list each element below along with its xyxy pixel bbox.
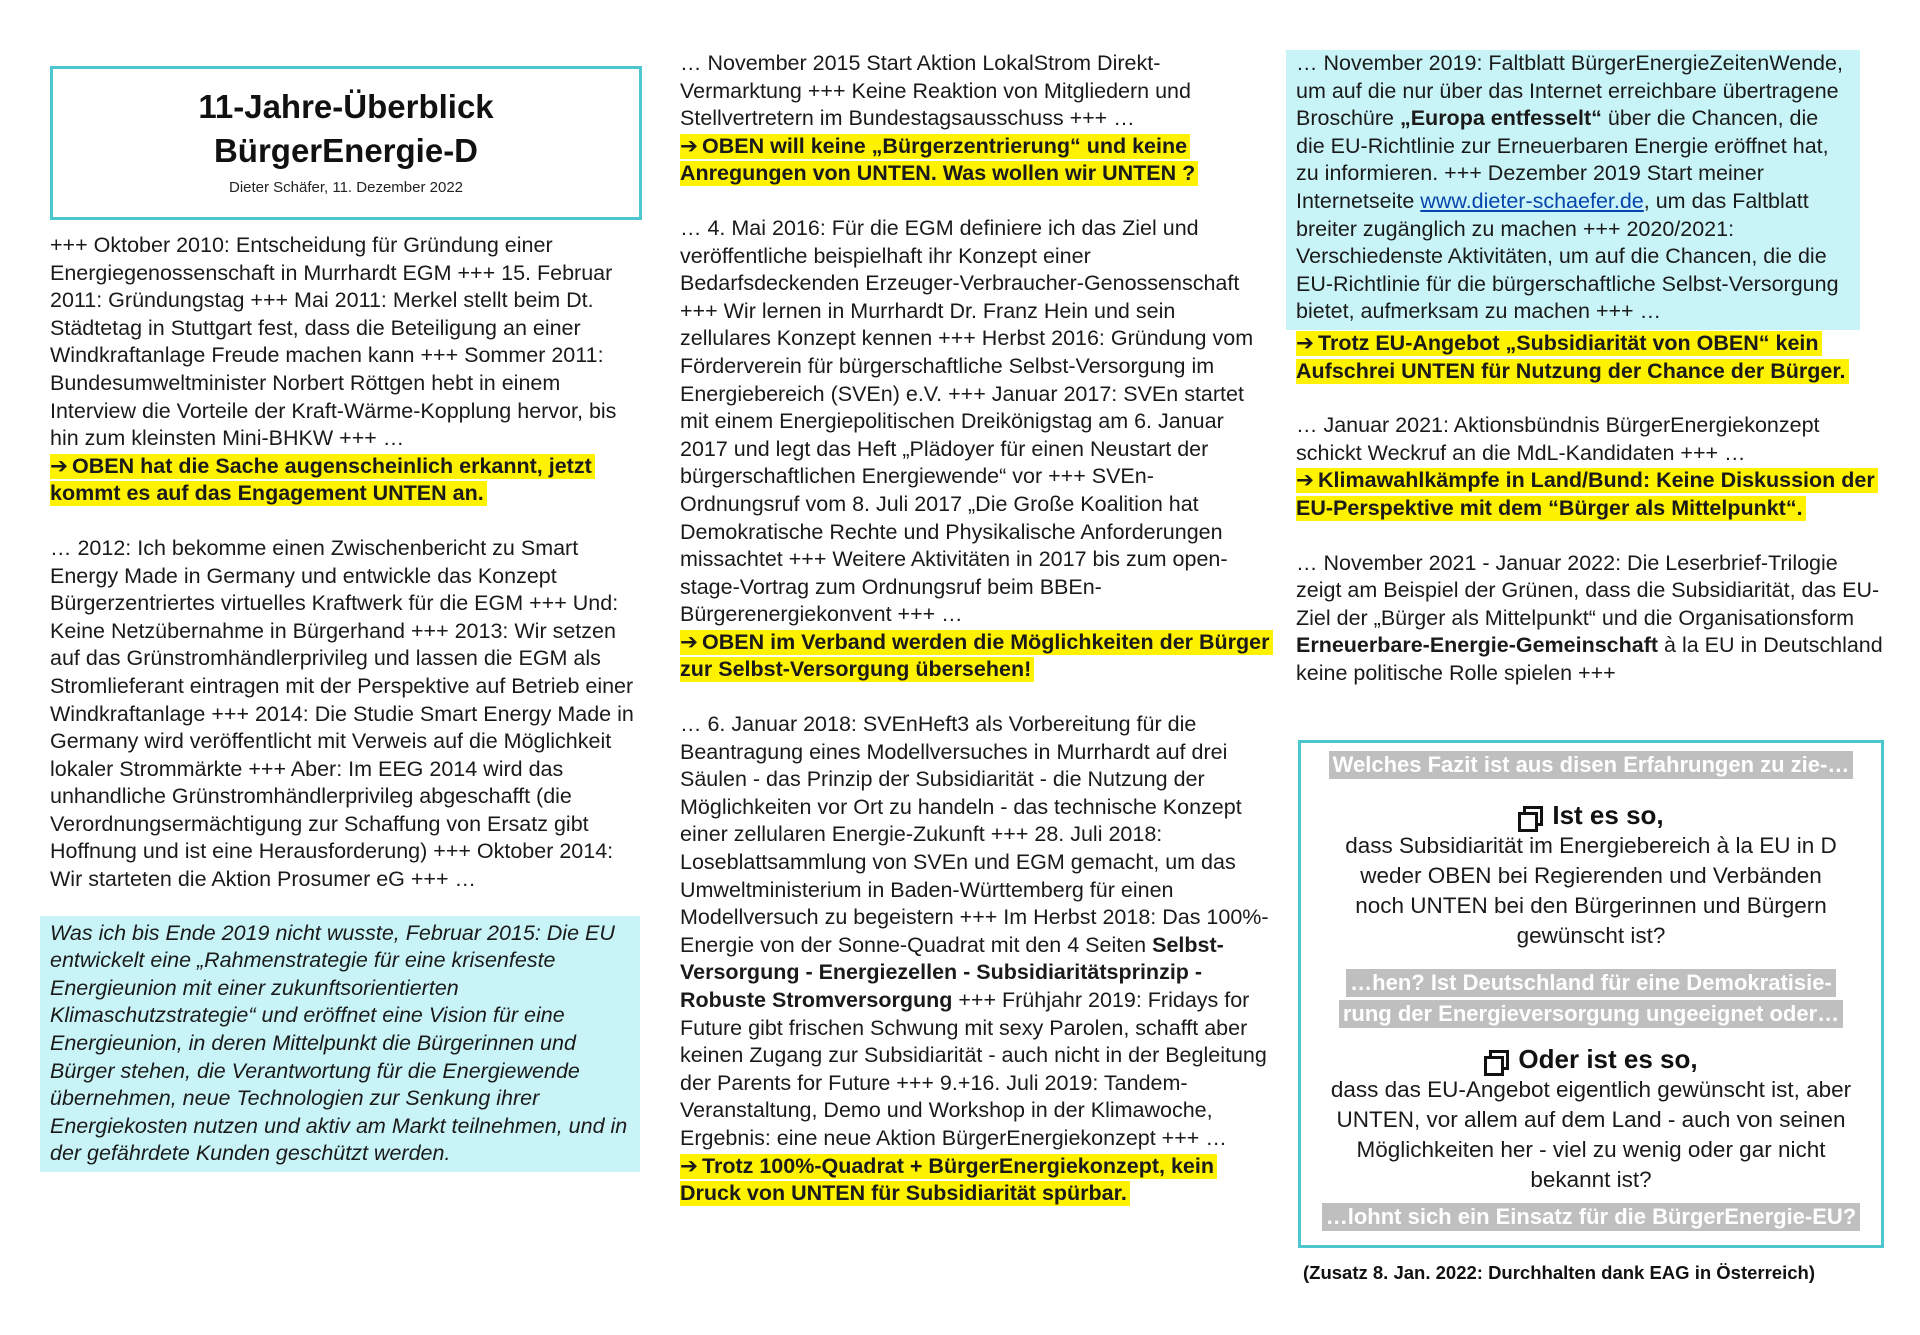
title-box bbox=[50, 66, 642, 220]
arrow-icon: ➔ bbox=[680, 1153, 699, 1178]
question-1-text: dass Subsidiarität im Energiebereich à la EU in D weder OBEN bei Regierenden und Verbänden noch UNTEN bei den Bürgerinnen und Bürgern gewünscht ist? bbox=[1345, 833, 1837, 948]
col1-paragraph-2: … 2012: Ich bekomme einen Zwischenbericht zu Smart Energy Made in Germany und entwickle das Konzept Bürgerzentriertes virtuelles Kraftwerk für die EGM +++ Und: Keine Netzübernahme in Bürgerhand +++ 2013: Wir setzen auf das Grünstromhändlerprivileg und lassen die EGM als Stromlieferant eintragen mit der Perspektive auf Betrieb einer Windkraftanlage +++ 2014: Die Studie Smart Energy Made in Germany wird veröffentlicht mit Verweis auf die Möglichkeit lokaler Strommärkte +++ Aber: Im EEG 2014 wird das unhandliche Grünstromhändlerprivileg abgeschafft (die Verordnungsermächtigung zur Schaffung von Ersatz gibt Hoffnung und ist eine Herausforderung) +++ Oktober 2014: Wir starteten die Aktion Prosumer eG +++ … bbox=[50, 535, 634, 892]
fazit-middle-bar: …hen? Ist Deutschland für eine Demokratisie- rung der Energieversorgung ungeeignet oder… bbox=[1301, 969, 1881, 1031]
col1-paragraph-1: +++ Oktober 2010: Entscheidung für Gründung einer Energiegenossenschaft in Murrhardt EGM +++ 15. Februar 2011: Gründungstag +++ Mai 2011: Merkel stellt beim Dt. Städtetag in Stuttgart fest, dass die Beteiligung an einer Windkraftanlage Freude machen kann +++ Sommer 2011: Bundesumweltminister Norbert Röttgen hebt in einem Interview die Vorteile der Kraft-Wärme-Kopplung hervor, bis hin zum kleinsten Mini-BHKW +++ … bbox=[50, 233, 617, 451]
title-line-1: 11-Jahre-Überblick bbox=[198, 88, 494, 125]
col3-paragraph-2: … Januar 2021: Aktionsbündnis BürgerEnergiekonzept schickt Weckruf an die MdL-Kandidaten +++ … bbox=[1296, 413, 1820, 465]
column-1 bbox=[50, 232, 640, 1172]
arrow-icon: ➔ bbox=[680, 133, 699, 158]
col2-highlight-3: ➔ Trotz 100%-Quadrat + BürgerEnergiekonzept, kein Druck von UNTEN für Subsidiarität spürbar. bbox=[680, 1153, 1270, 1208]
arrow-icon: ➔ bbox=[50, 453, 69, 478]
question-2-text: dass das EU-Angebot eigentlich gewünscht ist, aber UNTEN, vor allem auf dem Land - auch von seinen Möglichkeiten her - viel zu wenig oder gar nicht bekannt ist? bbox=[1330, 1077, 1852, 1192]
copy-windows-icon bbox=[1518, 806, 1538, 826]
col1-italic-box: Was ich bis Ende 2019 nicht wusste, Februar 2015: Die EU entwickelt eine „Rahmenstrategie für eine krisenfeste Energieunion mit einer zukunftsorientierten Klimaschutzstrategie“ und eröffnet eine Vision für eine Energieunion, in deren Mittelpunkt die Bürgerinnen und Bürger stehen, die Verantwortung für die Energiewende übernehmen, neue Technologien zur Senkung ihrer Energiekosten nutzen und aktiv am Markt teilnehmen, und in der gefährdete Kunden geschützt werden. bbox=[40, 916, 640, 1172]
col3-highlight-1: ➔ Trotz EU-Angebot „Subsidiarität von OBEN“ kein Aufschrei UNTEN für Nutzung der Chance der Bürger. bbox=[1296, 330, 1886, 385]
col2-paragraph-2: … 4. Mai 2016: Für die EGM definiere ich das Ziel und veröffentliche beispielhaft ihr Konzept einer Bedarfsdeckenden Erzeuger-Verbraucher-Genossenschaft +++ Wir lernen in Murrhardt Dr. Franz Hein und sein zellulares Konzept kennen +++ Herbst 2016: Gründung vom Förderverein für bürgerschaftliche Selbst-Versorgung im Energiebereich (SVEn) e.V. +++ Januar 2017: SVEn startet mit einem Energiepolitischen Dreikönigstag am 6. Januar 2017 und legt das Heft „Plädoyer für einen Neustart der bürgerschaftlichen Energiewende“ vor +++ SVEn-Ordnungsruf vom 8. Juli 2017 „Die Große Koalition hat Demokratische Rechte und Physikalische Anforderungen missachtet +++ Weitere Aktivitäten in 2017 bis zum open-stage-Vortrag zum Ordnungsruf beim BBEn-Bürgerenergiekonvent +++ … bbox=[680, 215, 1254, 627]
col3-highlight-2: ➔ Klimawahlkämpfe in Land/Bund: Keine Diskussion der EU-Perspektive mit dem “Bürger als Mittelpunkt“. bbox=[1296, 467, 1886, 522]
copy-windows-icon bbox=[1484, 1050, 1504, 1070]
col1-highlight-1: ➔ OBEN hat die Sache augenscheinlich erkannt, jetzt kommt es auf das Engagement UNTEN an. bbox=[50, 453, 640, 508]
column-2 bbox=[680, 50, 1270, 1208]
page-title bbox=[53, 85, 639, 173]
author-date: Dieter Schäfer, 11. Dezember 2022 bbox=[228, 179, 464, 196]
col2-highlight-2: ➔ OBEN im Verband werden die Möglichkeiten der Bürger zur Selbst-Versorgung übersehen! bbox=[680, 629, 1270, 684]
fazit-footer-bar: …lohnt sich ein Einsatz für die BürgerEnergie-EU? bbox=[1322, 1203, 1861, 1231]
col3-paragraph-1: … November 2019: Faltblatt BürgerEnergieZeitenWende, um auf die nur über das Internet erreichbare übertragene Broschüre „Europa entfesselt“ über die Chancen, die die EU-Richtlinie zur Erneuerbaren Energie eröffnet hat, zu informieren. +++ Dezember 2019 Start meiner Internetseite www.dieter-schaefer.de, um das Faltblatt breiter zugänglich zu machen +++ 2020/2021: Verschiedenste Aktivitäten, um auf die Chancen, die die EU-Richtlinie für die bürgerschaftliche Selbst-Versorgung bietet, aufmerksam zu machen +++ … bbox=[1286, 50, 1860, 330]
question-1-heading: Ist es so, bbox=[1301, 799, 1881, 831]
footnote: (Zusatz 8. Jan. 2022: Durchhalten dank EAG in Österreich) bbox=[1303, 1262, 1815, 1283]
column-3 bbox=[1296, 50, 1886, 687]
arrow-icon: ➔ bbox=[680, 629, 699, 654]
col2-paragraph-1: … November 2015 Start Aktion LokalStrom Direkt-Vermarktung +++ Keine Reaktion von Mitgliedern und Stellvertretern im Bundestagsausschuss +++ … bbox=[680, 51, 1191, 131]
col2-highlight-1: ➔ OBEN will keine „Bürgerzentrierung“ und keine Anregungen von UNTEN. Was wollen wir UNTEN ? bbox=[680, 133, 1270, 188]
col3-paragraph-3: … November 2021 - Januar 2022: Die Leserbrief-Trilogie zeigt am Beispiel der Grünen, dass die Subsidiarität, das EU-Ziel der „Bürger als Mittelpunkt“ und die Organisationsform Erneuerbare-Energie-Gemeinschaft à la EU in Deutschland keine politische Rolle spielen +++ bbox=[1296, 550, 1883, 685]
col2-paragraph-3: … 6. Januar 2018: SVEnHeft3 als Vorbereitung für die Beantragung eines Modellversuches in Murrhardt auf drei Säulen - das Prinzip der Subsidiarität - die Nutzung der Möglichkeiten vor Ort zu handeln - das technische Konzept einer zellularen Energie-Zukunft +++ 28. Juli 2018: Loseblattsammlung von SVEn und EGM gemacht, um das Umweltministerium in Baden-Württemberg für einen Modellversuch zu begeistern +++ Im Herbst 2018: Das 100%-Energie von der Sonne-Quadrat mit den 4 Seiten Selbst-Versorgung - Energiezellen - Subsidiaritätsprinzip - Robuste Stromversorgung +++ Frühjahr 2019: Fridays for Future gibt frischen Schwung mit sexy Parolen, schafft aber keinen Zugang zur Subsidiarität - auch nicht in der Begleitung der Parents for Future +++ 9.+16. Juli 2019: Tandem-Veranstaltung, Demo und Workshop in der Klimawoche, Ergebnis: eine neue Aktion BürgerEnergiekonzept +++ … bbox=[680, 712, 1269, 1150]
question-2-heading: Oder ist es so, bbox=[1301, 1043, 1881, 1075]
arrow-icon: ➔ bbox=[1296, 468, 1315, 493]
arrow-icon: ➔ bbox=[1296, 330, 1315, 355]
fazit-header-bar: Welches Fazit ist aus disen Erfahrungen zu zie-… bbox=[1329, 751, 1854, 779]
fazit-box bbox=[1298, 740, 1884, 1248]
website-link[interactable]: www.dieter-schaefer.de bbox=[1420, 188, 1644, 213]
title-line-2: BürgerEnergie-D bbox=[213, 132, 479, 169]
